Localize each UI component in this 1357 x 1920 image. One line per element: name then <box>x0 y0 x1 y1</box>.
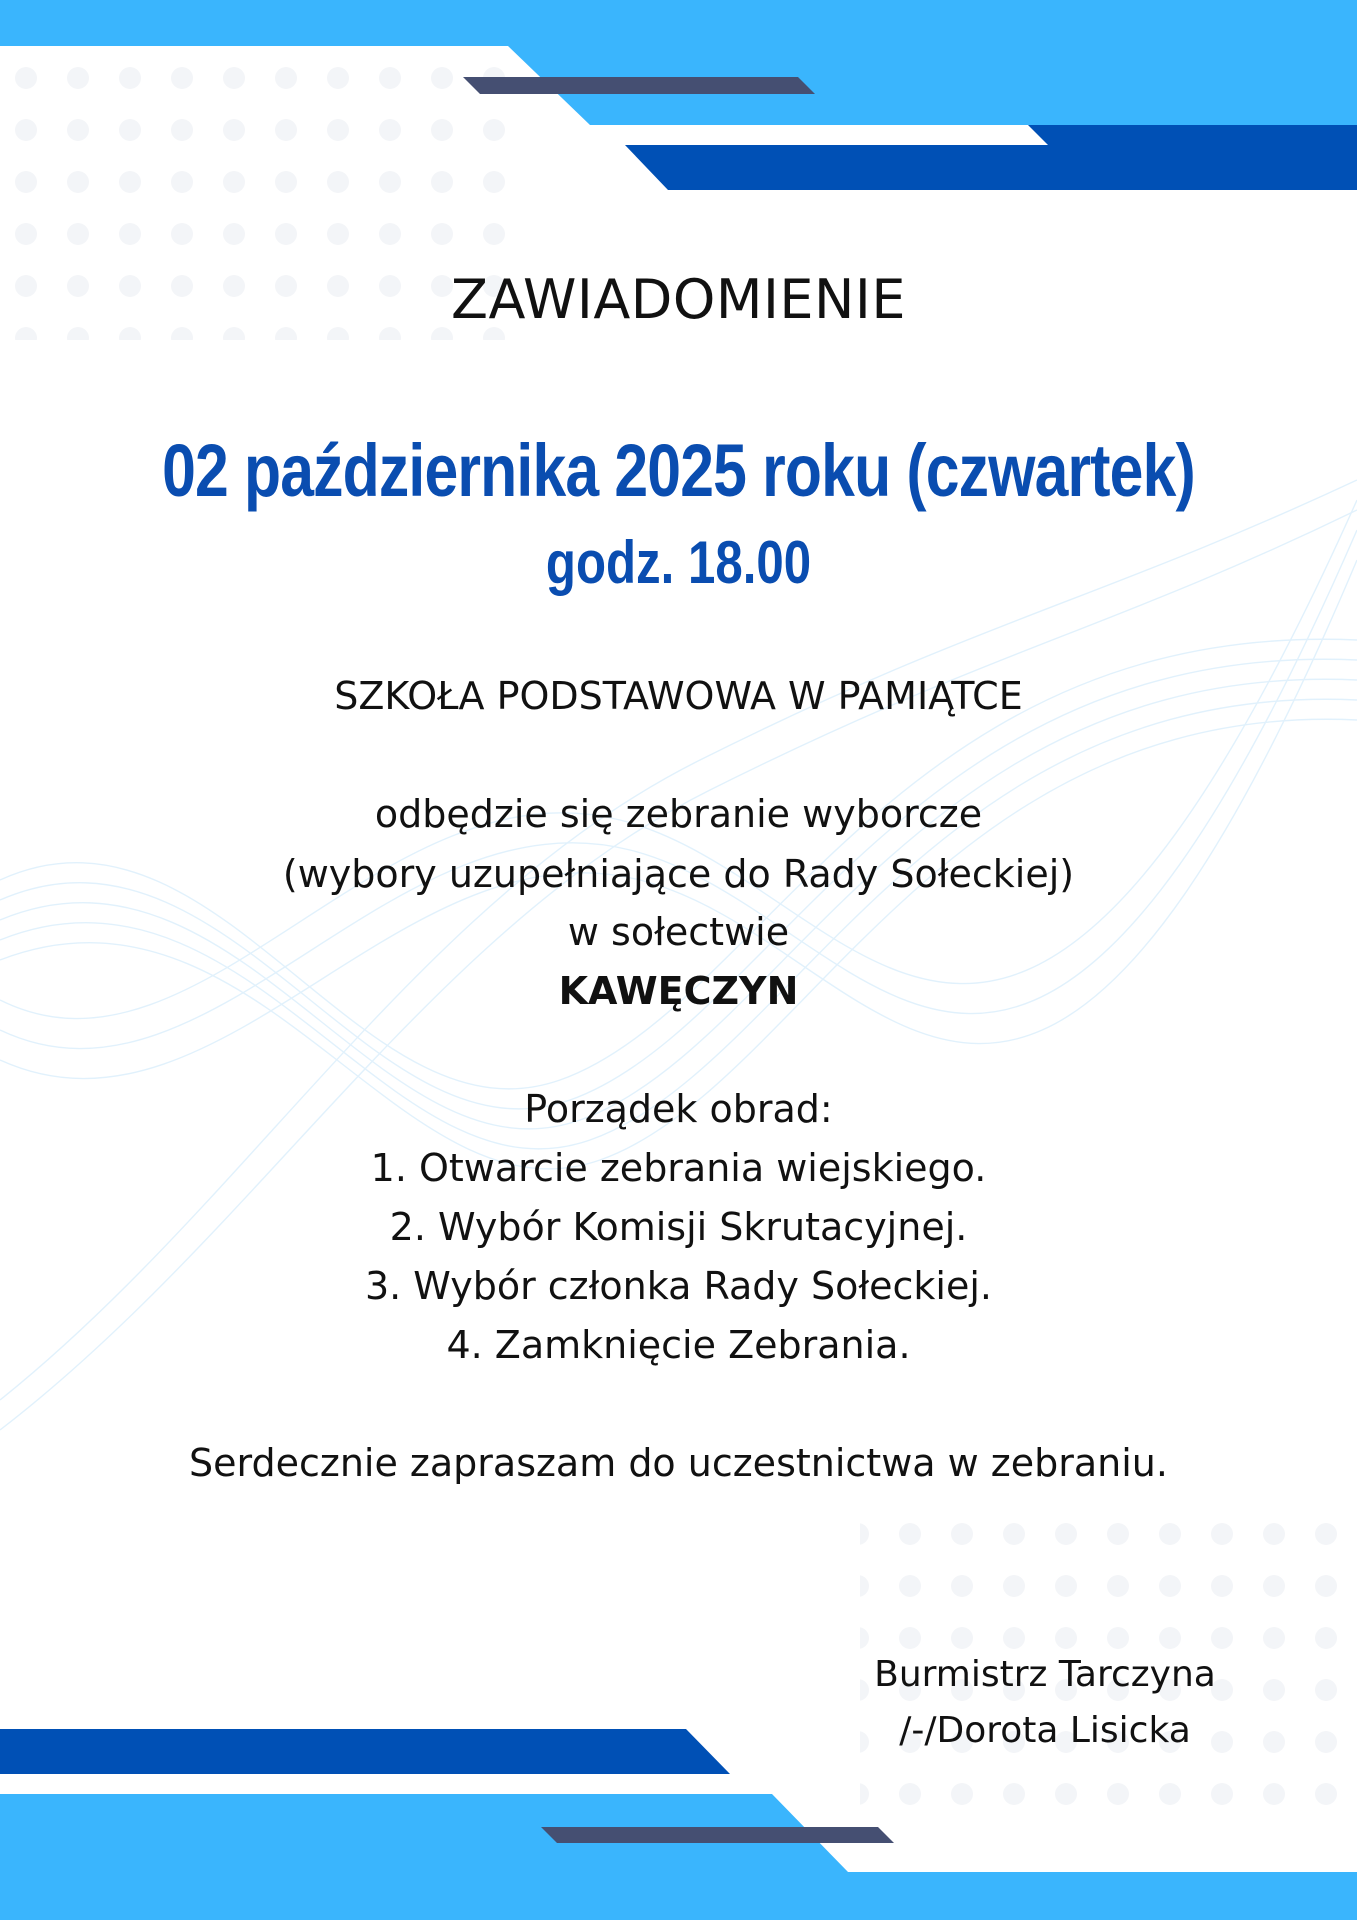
signature-name: /-/Dorota Lisicka <box>899 1710 1191 1751</box>
bottom-white-stripe <box>308 1774 745 1794</box>
village-name: KAWĘCZYN <box>558 969 799 1013</box>
top-slate-bar <box>463 77 815 94</box>
agenda-title: Porządek obrad: <box>524 1087 833 1131</box>
agenda-item: 1. Otwarcie zebrania wiejskiego. <box>370 1146 987 1190</box>
signature-role: Burmistrz Tarczyna <box>874 1654 1216 1695</box>
agenda-item: 2. Wybór Komisji Skrutacyjnej. <box>389 1205 968 1249</box>
bottom-dark-blue-bar <box>0 1729 730 1774</box>
agenda-item: 4. Zamknięcie Zebrania. <box>446 1323 911 1367</box>
document-heading: ZAWIADOMIENIE <box>451 268 906 331</box>
announcement-line: odbędzie się zebranie wyborcze <box>374 792 983 836</box>
bottom-slate-bar <box>541 1827 894 1843</box>
meeting-venue: SZKOŁA PODSTAWOWA W PAMIĄTCE <box>334 674 1023 718</box>
meeting-date: 02 października 2025 roku (czwartek) <box>162 429 1195 512</box>
agenda-item: 3. Wybór członka Rady Sołeckiej. <box>364 1264 993 1308</box>
meeting-time: godz. 18.00 <box>545 529 812 596</box>
announcement-line: (wybory uzupełniające do Rady Sołeckiej) <box>282 852 1075 896</box>
invitation-text: Serdecznie zapraszam do uczestnictwa w zebraniu. <box>189 1441 1168 1485</box>
top-white-stripe <box>590 125 1048 145</box>
announcement-line: w sołectwie <box>567 910 790 954</box>
